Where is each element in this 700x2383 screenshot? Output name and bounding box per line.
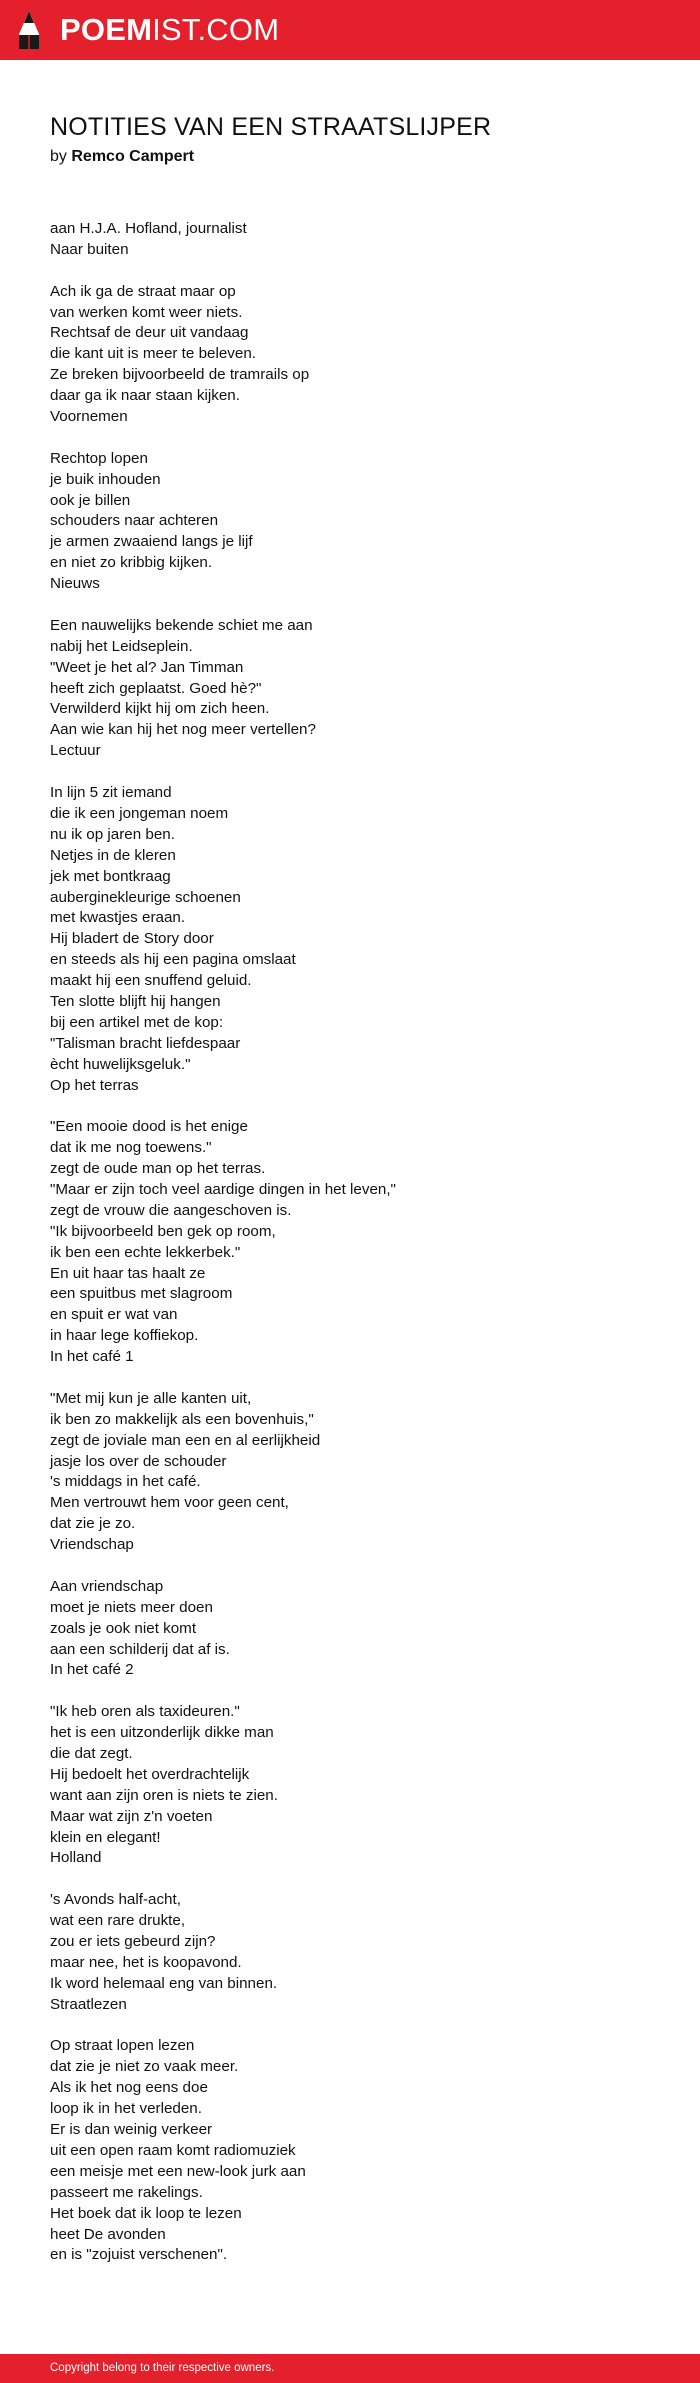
poem-line: uit een open raam komt radiomuziek (50, 2141, 296, 2159)
poem-line: Hij bedoelt het overdrachtelijk (50, 1765, 250, 1783)
poem-line: Een nauwelijks bekende schiet me aan (50, 616, 313, 634)
byline (50, 148, 194, 166)
poem-line: bij een artikel met de kop: (50, 1013, 224, 1031)
poem-line: zegt de vrouw die aangeschoven is. (50, 1201, 292, 1219)
poem-line: een meisje met een new-look jurk aan (50, 2162, 306, 2180)
poem-line: moet je niets meer doen (50, 1598, 213, 1616)
stanza-break (50, 1368, 396, 1389)
poem-line: "Talisman bracht liefdespaar (50, 1034, 241, 1052)
poem-line: "Weet je het al? Jan Timman (50, 658, 244, 676)
poem-line: "Ik bijvoorbeeld ben gek op room, (50, 1222, 276, 1240)
poem-line: en steeds als hij een pagina omslaat (50, 951, 296, 969)
author-name: Remco Campert (71, 148, 195, 165)
poem-line: het is een uitzonderlijk dikke man (50, 1724, 274, 1742)
stanza-break (50, 595, 396, 616)
stanza-break (50, 762, 396, 783)
poem-line: je armen zwaaiend langs je lijf (50, 533, 253, 551)
poem-line: dat zie je zo. (50, 1515, 136, 1533)
poem-line: Lectuur (50, 742, 101, 760)
poem-line: Rechtop lopen (50, 449, 148, 467)
poem-line: Vriendschap (50, 1536, 134, 1554)
poem-line: die kant uit is meer te beleven. (50, 345, 256, 363)
poem-line: zou er iets gebeurd zijn? (50, 1933, 216, 1951)
poem-line: Ach ik ga de straat maar op (50, 282, 236, 300)
poem-line: ik ben een echte lekkerbek." (50, 1243, 241, 1261)
poem-line: jek met bontkraag (50, 867, 171, 885)
poem-line: en spuit er wat van (50, 1306, 178, 1324)
poem-line: In het café 2 (50, 1661, 134, 1679)
logo-light-part: IST.COM (152, 12, 280, 47)
poem-line: En uit haar tas haalt ze (50, 1264, 206, 1282)
poem-line: ik ben zo makkelijk als een bovenhuis," (50, 1410, 314, 1428)
poem-line: zegt de joviale man een en al eerlijkheid (50, 1431, 321, 1449)
poem-line: dat zie je niet zo vaak meer. (50, 2058, 239, 2076)
poem-line: 's middags in het café. (50, 1473, 201, 1491)
poem-line: Ik word helemaal eng van binnen. (50, 1974, 278, 1992)
poem-line: Aan vriendschap (50, 1577, 164, 1595)
poem-line: loop ik in het verleden. (50, 2100, 202, 2118)
poem-line: Aan wie kan hij het nog meer vertellen? (50, 721, 316, 739)
poem-line: Op het terras (50, 1076, 139, 1094)
poem-line: Naar buiten (50, 240, 129, 258)
poem-line: auberginekleurige schoenen (50, 888, 241, 906)
poem-line: Ten slotte blijft hij hangen (50, 992, 221, 1010)
poem-line: "Maar er zijn toch veel aardige dingen in het leven," (50, 1180, 396, 1198)
poem-line: Het boek dat ik loop te lezen (50, 2204, 242, 2222)
poem-line: In lijn 5 zit iemand (50, 784, 172, 802)
poem-line: Er is dan weinig verkeer (50, 2121, 213, 2139)
site-header (0, 0, 700, 60)
logo-bold-part: POEM (60, 12, 153, 47)
poem-line: met kwastjes eraan. (50, 909, 186, 927)
site-footer (0, 2354, 700, 2383)
poem-line: In het café 1 (50, 1348, 134, 1366)
poem-line: 's Avonds half-acht, (50, 1891, 181, 1909)
poem-line: zegt de oude man op het terras. (50, 1160, 266, 1178)
poem-body (50, 219, 396, 2266)
poem-line: Verwilderd kijkt hij om zich heen. (50, 700, 270, 718)
poem-line: en niet zo kribbig kijken. (50, 554, 213, 572)
poem-line: Als ik het nog eens doe (50, 2079, 208, 2097)
poem-line: nabij het Leidseplein. (50, 637, 193, 655)
poem-line: dat ik me nog toewens." (50, 1139, 212, 1157)
poem-line: Straatlezen (50, 1995, 127, 2013)
poem-line: in haar lege koffiekop. (50, 1327, 199, 1345)
site-logo[interactable] (16, 9, 279, 51)
stanza-break (50, 1681, 396, 1702)
poem-line: aan H.J.A. Hofland, journalist (50, 220, 247, 237)
stanza-break (50, 2016, 396, 2037)
poem-line: van werken komt weer niets. (50, 303, 243, 321)
poem-line: ècht huwelijksgeluk." (50, 1055, 191, 1073)
site-logo-text (60, 12, 279, 48)
poem-title: NOTITIES VAN EEN STRAATSLIJPER (50, 113, 492, 141)
poem-line: een spuitbus met slagroom (50, 1285, 233, 1303)
poem-line: ook je billen (50, 491, 131, 509)
poem-line: klein en elegant! (50, 1828, 161, 1846)
poem-line: "Een mooie dood is het enige (50, 1118, 248, 1136)
stanza-break (50, 1096, 396, 1117)
poem-line: Op straat lopen lezen (50, 2037, 195, 2055)
poem-line: je buik inhouden (50, 470, 161, 488)
stanza-break (50, 428, 396, 449)
stanza-break (50, 261, 396, 282)
pen-nib-icon (16, 10, 42, 50)
poem-line: en is "zojuist verschenen". (50, 2246, 228, 2264)
poem-line: die dat zegt. (50, 1745, 133, 1763)
poem-line: Men vertrouwt hem voor geen cent, (50, 1494, 289, 1512)
poem-line: jasje los over de schouder (50, 1452, 227, 1470)
poem-line: Netjes in de kleren (50, 846, 176, 864)
poem-line: "Met mij kun je alle kanten uit, (50, 1389, 252, 1407)
poem-line: Nieuws (50, 575, 100, 593)
poem-line: heeft zich geplaatst. Goed hè?" (50, 679, 262, 697)
stanza-break (50, 1869, 396, 1890)
poem-line: Ze breken bijvoorbeeld de tramrails op (50, 366, 310, 384)
poem-line: daar ga ik naar staan kijken. (50, 387, 240, 405)
poem-line: schouders naar achteren (50, 512, 219, 530)
poem-line: Maar wat zijn z'n voeten (50, 1807, 213, 1825)
poem-line: Rechtsaf de deur uit vandaag (50, 324, 249, 342)
poem-line: Holland (50, 1849, 102, 1867)
poem-line: maakt hij een snuffend geluid. (50, 972, 252, 990)
poem-line: Voornemen (50, 408, 128, 426)
poem-line: nu ik op jaren ben. (50, 825, 175, 843)
poem-line: aan een schilderij dat af is. (50, 1640, 230, 1658)
poem-line: die ik een jongeman noem (50, 804, 229, 822)
copyright-text: Copyright belong to their respective owners. (50, 2362, 275, 2374)
poem-line: want aan zijn oren is niets te zien. (50, 1786, 278, 1804)
poem-line: passeert me rakelings. (50, 2183, 203, 2201)
poem-line: wat een rare drukte, (50, 1912, 186, 1930)
poem-line: zoals je ook niet komt (50, 1619, 197, 1637)
poem-line: maar nee, het is koopavond. (50, 1953, 242, 1971)
poem-line: heet De avonden (50, 2225, 166, 2243)
by-label: by (50, 148, 67, 165)
poem-line: "Ik heb oren als taxideuren." (50, 1703, 240, 1721)
stanza-break (50, 1556, 396, 1577)
poem-line: Hij bladert de Story door (50, 930, 214, 948)
